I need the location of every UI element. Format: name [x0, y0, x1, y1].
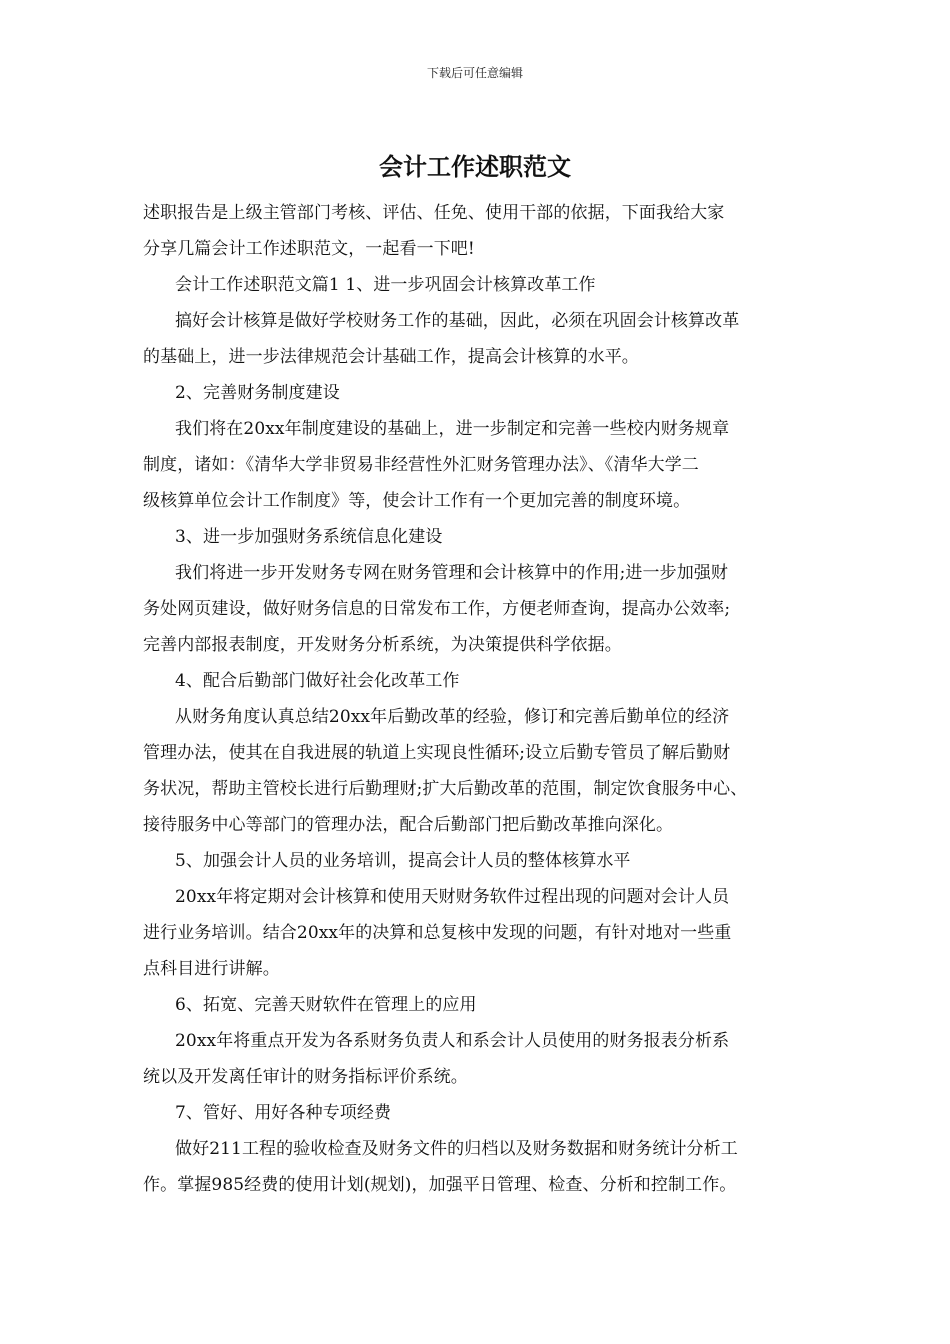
body-line: 20xx年将重点开发为各系财务负责人和系会计人员使用的财务报表分析系	[175, 1031, 730, 1051]
body-line: 5、加强会计人员的业务培训，提高会计人员的整体核算水平	[175, 851, 631, 871]
body-line: 务状况，帮助主管校长进行后勤理财;扩大后勤改革的范围，制定饮食服务中心、	[143, 779, 748, 799]
body-line: 会计工作述职范文篇1 1、进一步巩固会计核算改革工作	[175, 275, 596, 295]
body-line: 6、拓宽、完善天财软件在管理上的应用	[175, 995, 477, 1015]
document-body	[143, 195, 813, 1203]
body-line: 完善内部报表制度，开发财务分析系统，为决策提供科学依据。	[143, 635, 622, 655]
body-line: 搞好会计核算是做好学校财务工作的基础，因此，必须在巩固会计核算改革	[175, 311, 740, 331]
body-line: 务处网页建设，做好财务信息的日常发布工作，方便老师查询，提高办公效率;	[143, 599, 731, 619]
body-line: 点科目进行讲解。	[143, 959, 280, 979]
body-line: 我们将在20xx年制度建设的基础上，进一步制定和完善一些校内财务规章	[175, 419, 730, 439]
body-line: 接待服务中心等部门的管理办法，配合后勤部门把后勤改革推向深化。	[143, 815, 674, 835]
body-line: 级核算单位会计工作制度》等，使会计工作有一个更加完善的制度环境。	[143, 491, 691, 511]
page-header: 下载后可任意编辑	[426, 66, 523, 80]
body-line: 从财务角度认真总结20xx年后勤改革的经验，修订和完善后勤单位的经济	[175, 707, 730, 727]
body-line: 管理办法，使其在自我进展的轨道上实现良性循环;设立后勤专管员了解后勤财	[143, 743, 731, 763]
body-line: 我们将进一步开发财务专网在财务管理和会计核算中的作用;进一步加强财	[175, 563, 729, 583]
body-line: 统以及开发离任审计的财务指标评价系统。	[143, 1067, 468, 1087]
body-line: 述职报告是上级主管部门考核、评估、任免、使用干部的依据，下面我给大家	[143, 203, 725, 223]
body-line: 7、管好、用好各种专项经费	[175, 1103, 392, 1123]
body-line: 进行业务培训。结合20xx年的决算和总复核中发现的问题，有针对地对一些重	[143, 923, 732, 943]
body-line: 作。掌握985经费的使用计划(规划)，加强平日管理、检查、分析和控制工作。	[143, 1175, 737, 1195]
document-title: 会计工作述职范文	[379, 152, 571, 181]
body-line: 分享几篇会计工作述职范文，一起看一下吧!	[143, 239, 475, 259]
body-line: 4、配合后勤部门做好社会化改革工作	[175, 671, 460, 691]
body-line: 20xx年将定期对会计核算和使用天财财务软件过程出现的问题对会计人员	[175, 887, 730, 907]
body-line: 制度，诸如：《清华大学非贸易非经营性外汇财务管理办法》、《清华大学二	[143, 455, 699, 475]
body-line: 2、完善财务制度建设	[175, 383, 340, 403]
body-line: 3、进一步加强财务系统信息化建设	[175, 527, 443, 547]
body-line: 的基础上，进一步法律规范会计基础工作，提高会计核算的水平。	[143, 347, 639, 367]
body-line: 做好211工程的验收检查及财务文件的归档以及财务数据和财务统计分析工	[175, 1139, 738, 1159]
